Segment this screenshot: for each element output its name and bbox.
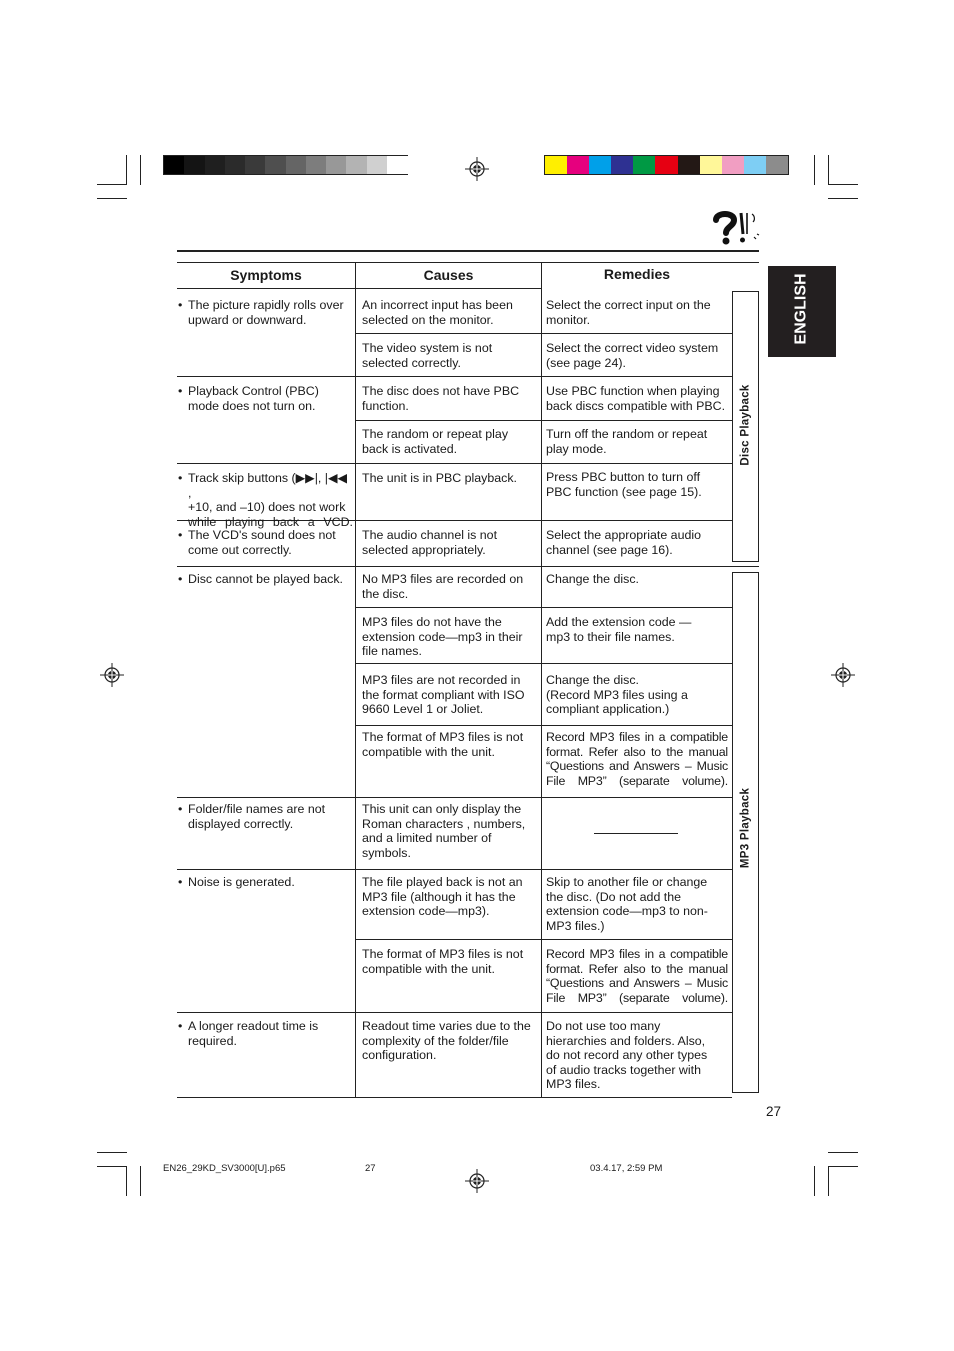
remedy-line: “Questions and Answers – Music — [546, 759, 728, 774]
symptom-cell — [178, 298, 353, 327]
row-separator — [177, 869, 732, 870]
symptom-text — [178, 471, 353, 529]
gray-swatch — [245, 156, 266, 174]
color-swatch — [744, 156, 767, 174]
gray-swatch — [326, 156, 347, 174]
cause-cell: MP3 files are not recorded in the format compliant with ISO 9660 Level 1 or Joliet. — [362, 673, 525, 717]
page-number: 27 — [766, 1104, 782, 1119]
language-tab-label: ENGLISH — [792, 273, 810, 345]
symptom-line: while playing back a VCD. — [188, 514, 353, 529]
bullet: • — [178, 572, 183, 586]
gray-swatch — [346, 156, 367, 174]
cause-cell: No MP3 files are recorded on the disc. — [362, 572, 524, 601]
column-divider — [355, 262, 356, 1098]
header-rule — [177, 250, 759, 252]
remedy-line: File MP3” (separate volume). — [546, 990, 728, 1005]
column-header-causes: Causes — [423, 267, 474, 283]
question-exclamation-icon — [710, 208, 760, 246]
bullet: • — [178, 298, 183, 312]
remedy-cell: Select the correct video system (see page 24). — [546, 341, 719, 370]
language-tab — [768, 266, 836, 357]
remedy-cell: Turn off the random or repeat play mode. — [546, 427, 708, 456]
remedy-cell: Skip to another file or change the disc. (Do not add the extension code—mp3 to non-MP3 files.) — [546, 875, 708, 933]
color-bar — [544, 155, 789, 175]
gray-swatch — [306, 156, 327, 174]
symptom-text: Playback Control (PBC) mode does not turn on. — [188, 384, 319, 413]
gray-swatch — [184, 156, 205, 174]
symptom-text: A longer readout time is required. — [188, 1019, 319, 1048]
symptom-text: The picture rapidly rolls over upward or downward. — [188, 298, 344, 327]
remedy-cell: Add the extension code —mp3 to their file names. — [546, 615, 692, 644]
bullet: • — [178, 471, 183, 485]
gray-swatch — [286, 156, 307, 174]
column-header-remedies: Remedies — [603, 266, 671, 282]
remedy-cell: Use PBC function when playing back discs compatible with PBC. — [546, 384, 726, 413]
remedy-line: format. Refer also to the manual — [546, 961, 728, 976]
subrow-separator — [356, 607, 732, 608]
subrow-separator — [356, 663, 732, 664]
remedy-cell: Do not use too many hierarchies and folders. Also, do not record any other types of audio tracks together with MP3 files. — [546, 1019, 708, 1092]
color-swatch — [678, 156, 701, 174]
remedy-line: “Questions and Answers – Music — [546, 976, 728, 991]
cause-cell: The unit is in PBC playback. — [362, 471, 517, 485]
symptom-line: Track skip buttons (▶▶|, |◀◀ , — [188, 471, 348, 500]
section-box-disc-playback — [732, 291, 759, 562]
symptom-cell — [178, 384, 353, 413]
registration-target-icon — [465, 157, 489, 181]
symptom-text: Folder/file names are not displayed correctly. — [188, 802, 326, 831]
color-swatch — [567, 156, 590, 174]
section-label-disc-playback: Disc Playback — [739, 384, 752, 466]
symptom-cell — [178, 1019, 353, 1048]
footer-date: 03.4.17, 2:59 PM — [590, 1163, 663, 1174]
cause-cell: The video system is not selected correctly. — [362, 341, 493, 370]
remedy-cell — [546, 730, 728, 788]
color-swatch — [611, 156, 634, 174]
symptom-text: Noise is generated. — [188, 875, 295, 889]
color-swatch — [589, 156, 612, 174]
color-swatch — [545, 156, 568, 174]
section-label-mp3-playback: MP3 Playback — [739, 787, 752, 869]
remedy-cell: Press PBC button to turn off PBC function (see page 15). — [546, 470, 702, 499]
header-bottom-border — [177, 288, 541, 289]
gray-swatch — [265, 156, 286, 174]
color-swatch — [655, 156, 678, 174]
remedy-line: Record MP3 files in a compatible — [546, 947, 728, 961]
symptom-line: +10, and –10) does not work — [188, 500, 346, 515]
symptom-text: Disc cannot be played back. — [188, 572, 343, 586]
subrow-separator — [356, 939, 732, 940]
remedy-line: Change the disc. — [546, 673, 639, 687]
symptom-cell — [178, 572, 353, 587]
remedy-line: File MP3” (separate volume). — [546, 773, 728, 788]
gray-swatch — [164, 156, 185, 174]
color-swatch — [722, 156, 745, 174]
bullet: • — [178, 384, 183, 398]
bullet: • — [178, 528, 183, 542]
row-separator — [177, 797, 732, 798]
remedy-cell: Select the correct input on the monitor. — [546, 298, 711, 327]
footer-page: 27 — [365, 1163, 376, 1174]
symptom-cell — [178, 471, 353, 529]
symptom-cell — [178, 802, 353, 831]
remedy-cell — [546, 673, 728, 717]
empty-remedy-line — [594, 833, 678, 834]
subrow-separator — [356, 725, 732, 726]
cause-cell: The disc does not have PBC function. — [362, 384, 520, 413]
row-separator — [177, 566, 759, 567]
section-box-mp3-playback — [732, 572, 759, 1093]
column-header-symptoms: Symptoms — [230, 267, 302, 283]
remedy-line: Record MP3 files in a compatible — [546, 730, 728, 744]
gray-swatch — [225, 156, 246, 174]
remedy-cell: Select the appropriate audio channel (see page 16). — [546, 528, 701, 557]
cause-cell: The format of MP3 files is not compatible with the unit. — [362, 947, 524, 976]
column-divider — [541, 262, 542, 1098]
cause-cell: Readout time varies due to the complexity of the folder/file configuration. — [362, 1019, 531, 1063]
subrow-separator — [356, 333, 732, 334]
remedy-line: (Record MP3 files using a compliant application.) — [546, 687, 688, 717]
footer-file-name: EN26_29KD_SV3000[U].p65 — [163, 1163, 286, 1174]
cause-cell: The audio channel is not selected appropriately. — [362, 528, 498, 557]
table-bottom-border — [177, 1097, 732, 1098]
cause-cell: This unit can only display the Roman characters , numbers, and a limited number of symbols. — [362, 802, 526, 860]
cause-cell: The random or repeat play back is activated. — [362, 427, 509, 456]
remedy-cell: Change the disc. — [546, 572, 639, 586]
row-separator — [177, 1012, 732, 1013]
gray-swatch — [367, 156, 388, 174]
registration-target-icon — [831, 663, 855, 687]
color-swatch — [633, 156, 656, 174]
cause-cell: The format of MP3 files is not compatible with the unit. — [362, 730, 524, 759]
gray-scale-bar — [163, 155, 408, 175]
registration-target-icon — [465, 1169, 489, 1193]
color-swatch — [766, 156, 789, 174]
row-separator — [177, 463, 732, 464]
remedy-line: format. Refer also to the manual — [546, 744, 728, 759]
gray-swatch — [205, 156, 226, 174]
registration-target-icon — [100, 663, 124, 687]
cause-cell: The file played back is not an MP3 file (although it has the extension code—mp3). — [362, 875, 523, 919]
bullet: • — [178, 1019, 183, 1033]
subrow-separator — [356, 420, 732, 421]
symptom-text: The VCD's sound does not come out correctly. — [188, 528, 336, 557]
remedy-cell — [546, 947, 728, 1005]
gray-swatch — [387, 156, 408, 174]
symptom-cell — [178, 875, 353, 890]
cause-cell: MP3 files do not have the extension code—mp3 in their file names. — [362, 615, 523, 659]
color-swatch — [700, 156, 723, 174]
bullet: • — [178, 802, 183, 816]
row-separator — [177, 376, 732, 377]
symptom-cell — [178, 528, 353, 557]
bullet: • — [178, 875, 183, 889]
cause-cell: An incorrect input has been selected on the monitor. — [362, 298, 513, 327]
